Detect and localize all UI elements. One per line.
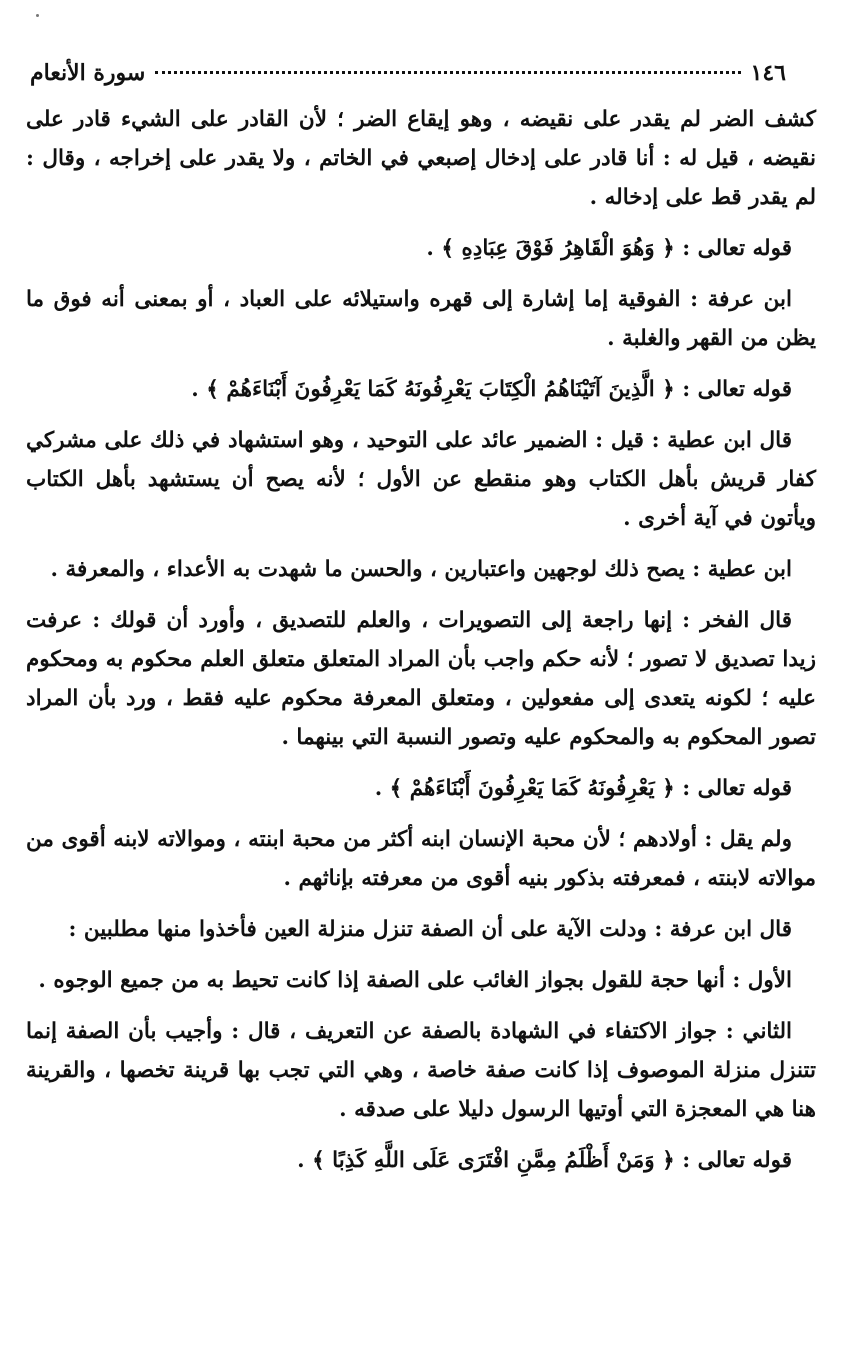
page-header (30, 60, 786, 86)
verse-citation: قوله تعالى : ﴿ الَّذِينَ آتَيْنَاهُمُ الْكِتَابَ يَعْرِفُونَهُ كَمَا يَعْرِفُونَ أَبْنَاءَهُمْ ﴾ . (191, 377, 792, 402)
paragraph: الثاني : جواز الاكتفاء في الشهادة بالصفة عن التعريف ، قال : وأجيب بأن الصفة إنما تتنزل منزلة الموصوف إذا كانت صفة خاصة ، وهي التي تجب بها قرينة تخصها ، والقرينة هنا هي المعجزة التي أوتيها الرسول دليلا على صدقه . (26, 1019, 816, 1122)
verse-citation: قوله تعالى : ﴿ يَعْرِفُونَهُ كَمَا يَعْرِفُونَ أَبْنَاءَهُمْ ﴾ . (374, 776, 792, 801)
surah-title: سورة الأنعام (30, 60, 146, 86)
paragraph: قال ابن عرفة : ودلت الآية على أن الصفة تنزل منزلة العين فأخذوا منها مطلبين : (68, 917, 792, 942)
verse-citation: قوله تعالى : ﴿ وَهُوَ الْقَاهِرُ فَوْقَ عِبَادِهِ ﴾ . (426, 236, 792, 261)
paragraph: ابن عرفة : الفوقية إما إشارة إلى قهره واستيلائه على العباد ، أو بمعنى أنه فوق ما يظن من القهر والغلبة . (26, 287, 816, 351)
paragraph: قال الفخر : إنها راجعة إلى التصويرات ، والعلم للتصديق ، وأورد أن قولك : عرفت زيدا تصديق لا تصور ؛ لأنه حكم واجب بأن المراد المتعلق متعلق العلم محكوم به ومحكوم عليه ؛ لكونه يتعدى إلى مفعولين ، ومتعلق المعرفة محكوم عليه فقط ، ورد بأن المراد تصور المحكوم به والمحكوم عليه وتصور النسبة التي بينهما . (26, 608, 816, 750)
header-dotted-leader (155, 71, 740, 74)
verse-citation: قوله تعالى : ﴿ وَمَنْ أَظْلَمُ مِمَّنِ افْتَرَى عَلَى اللَّهِ كَذِبًا ﴾ . (297, 1148, 792, 1173)
page-number: ١٤٦ (750, 60, 786, 86)
paragraph: ولم يقل : أولادهم ؛ لأن محبة الإنسان ابنه أكثر من محبة ابنته ، وموالاته لابنه أقوى من موالاته لابنته ، فمعرفته بذكور بنيه أقوى من معرفته بإناثهم . (26, 827, 816, 891)
paragraph: قال ابن عطية : قيل : الضمير عائد على التوحيد ، وهو استشهاد في ذلك على مشركي كفار قريش بأهل الكتاب وهو منقطع عن الأول ؛ لأنه يصح أن يستشهد بأهل الكتاب ويأتون في آية أخرى . (26, 428, 816, 531)
paragraph: ابن عطية : يصح ذلك لوجهين واعتبارين ، والحسن ما شهدت به الأعداء ، والمعرفة . (50, 557, 792, 582)
paragraph: كشف الضر لم يقدر على نقيضه ، وهو إيقاع الضر ؛ لأن القادر على الشيء قادر على نقيضه ، قيل له : أنا قادر على إدخال إصبعي في الخاتم ، ولا يقدر على إخراجه ، وقال : لم يقدر قط على إدخاله . (26, 107, 816, 210)
paragraph: الأول : أنها حجة للقول بجواز الغائب على الصفة إذا كانت تحيط به من جميع الوجوه . (38, 968, 792, 993)
page-body (26, 100, 816, 1192)
scan-mark (36, 14, 39, 17)
